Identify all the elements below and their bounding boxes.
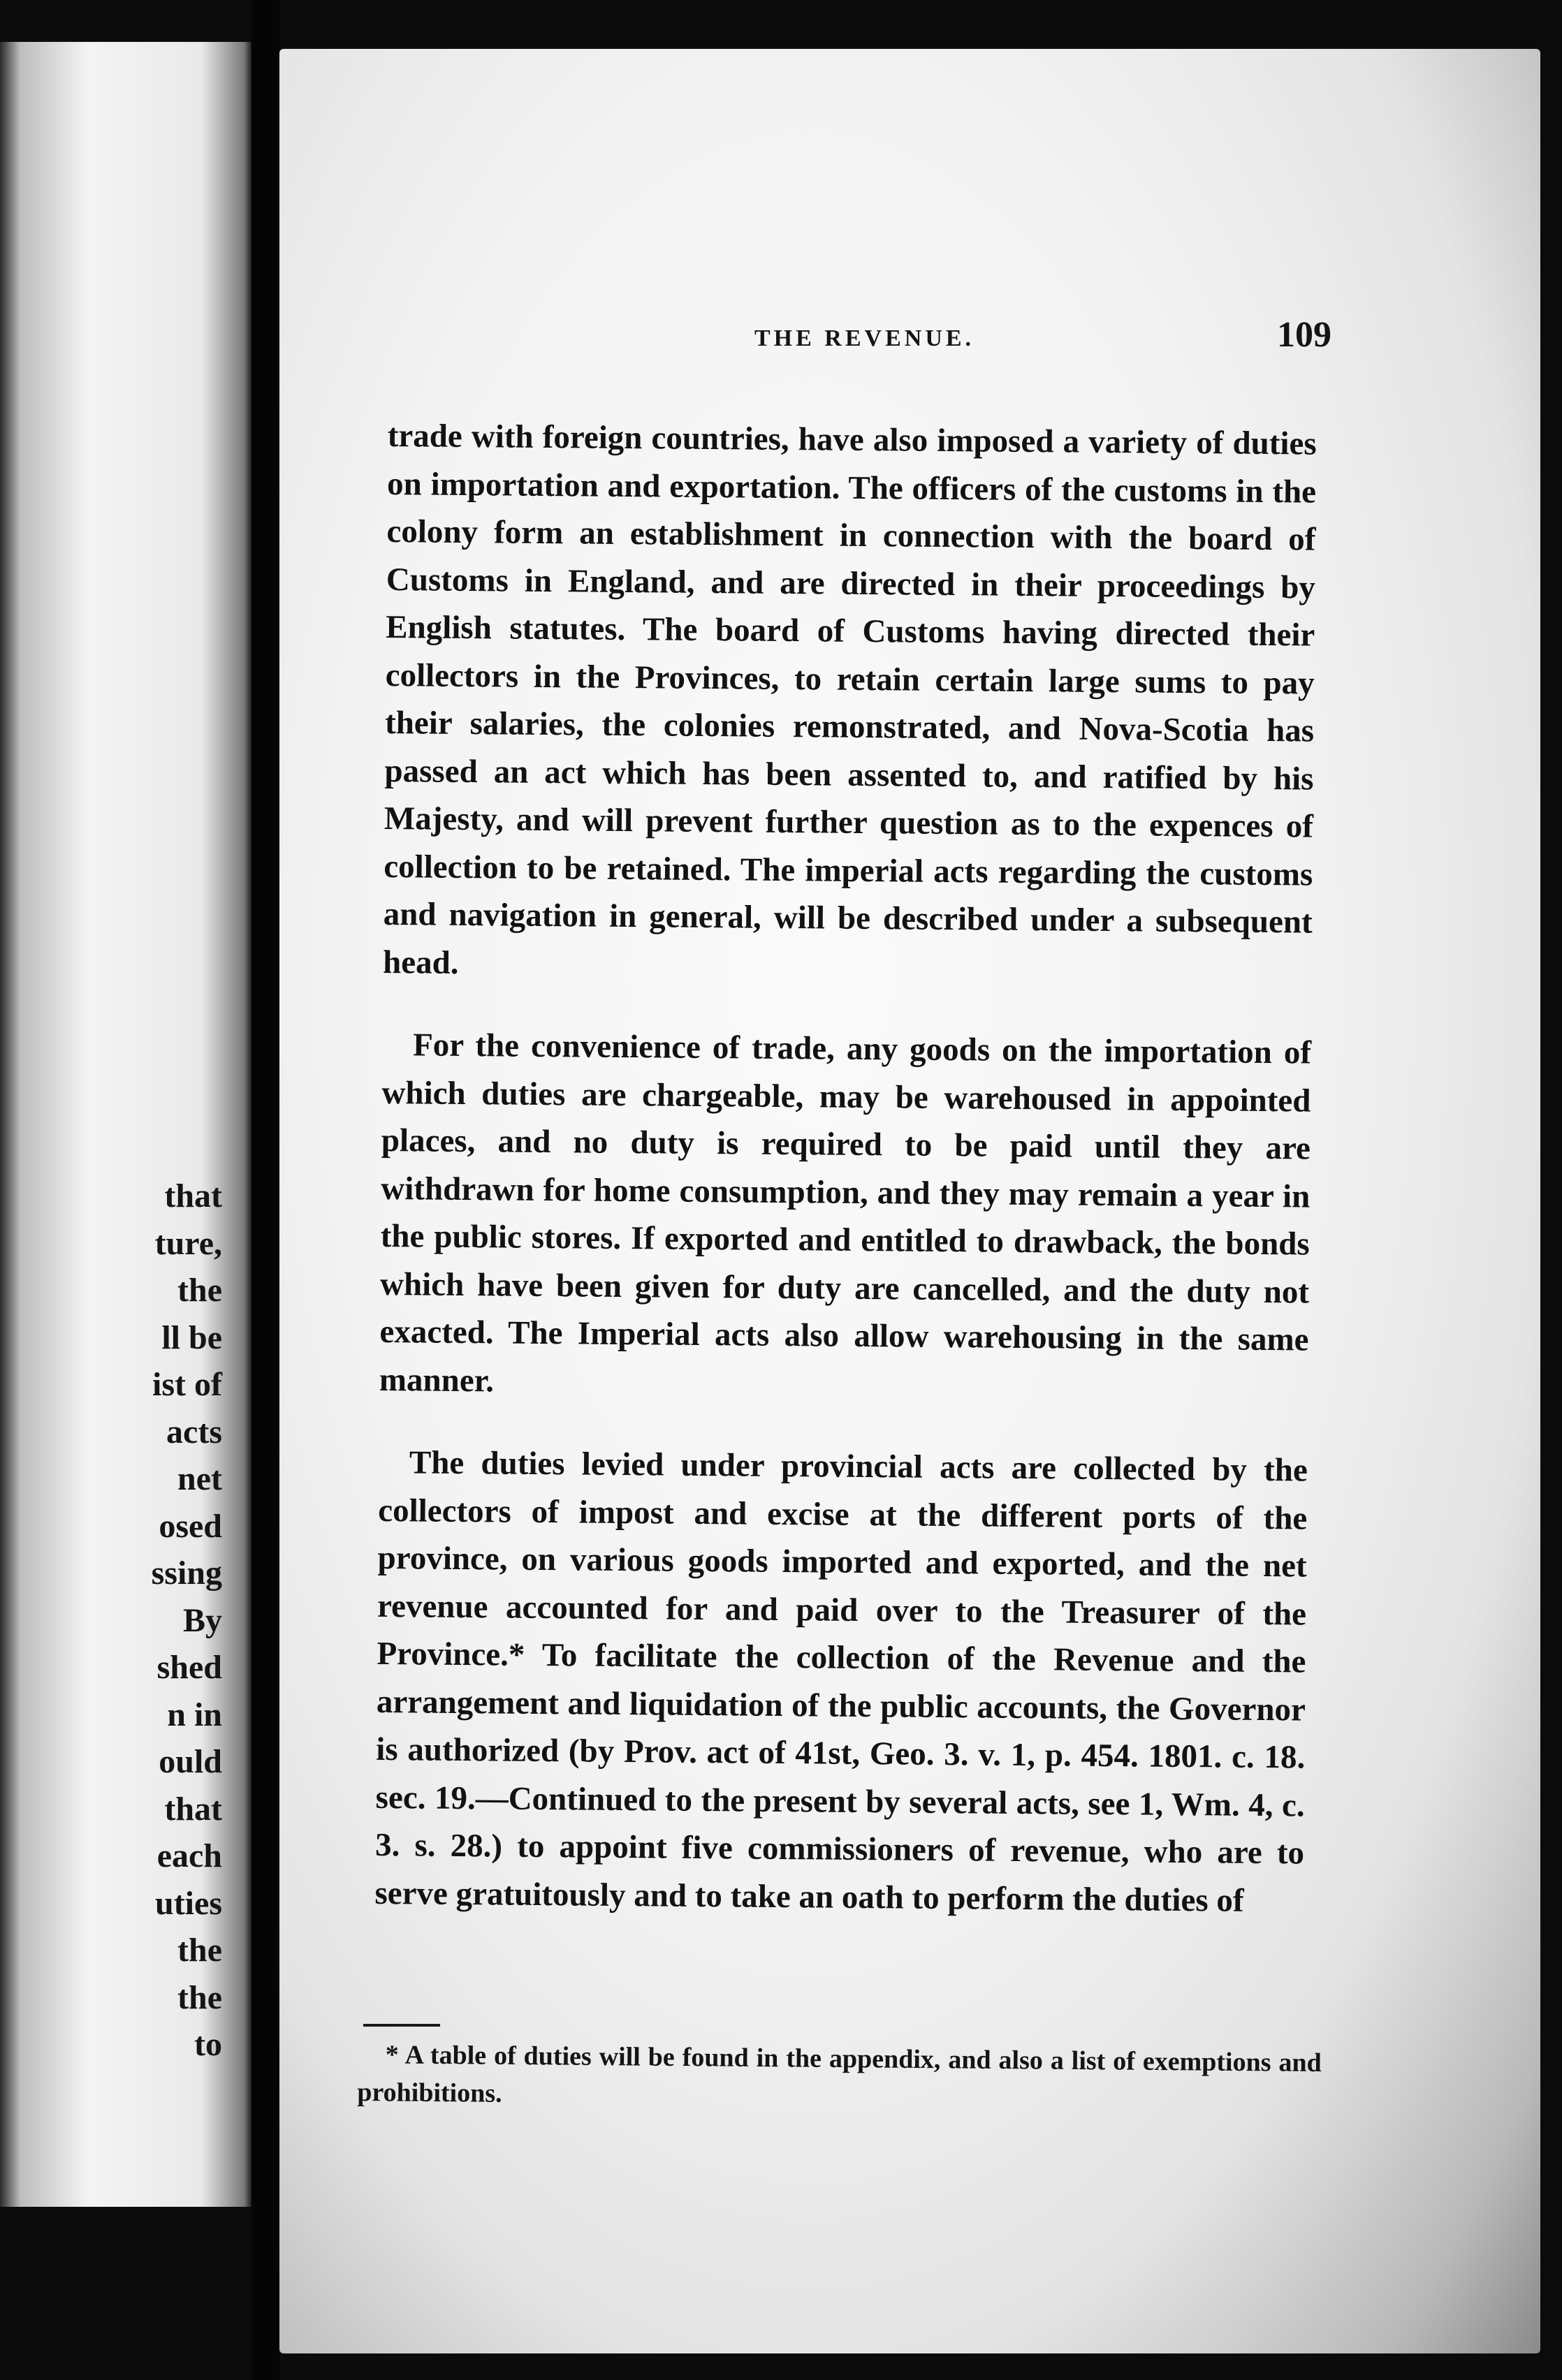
prev-page-fragment: uties [155,1885,222,1922]
book-page [279,49,1540,2353]
prev-page-fragment: ist of [152,1366,222,1403]
prev-page-fragment: that [164,1791,222,1828]
prev-page-fragment: n in [167,1696,222,1733]
running-head: THE REVENUE. [754,325,975,351]
body-text [374,412,1317,1925]
paragraph: trade with foreign countries, have also imposed a variety of duties on importation and exportation. The officers of the customs in the colony form an establishment in connection with the board of Customs in England, and are directed in their proceedings by English statutes. The board of Customs having directed their collectors in the Provinces, to retain certain large sums to pay their salaries, the colonies remonstrated, and Nova-Scotia has passed an act which has been assented to, and ratified by his Majesty, and will prevent further question as to the expences of collection to be retained. The imperial acts regarding the customs and navigation in general, will be described under a subsequent head. [382,417,1317,981]
page-number: 109 [1277,315,1331,355]
footnote-text: * A table of duties will be found in the appendix, and also a list of exemptions and prohibitions. [357,2040,1322,2108]
prev-page-fragment: ture, [154,1225,222,1262]
prev-page-fragment: ould [159,1743,222,1780]
prev-page-fragment: the [177,1979,222,2016]
prev-page-fragment: ssing [151,1555,222,1592]
footnote-rule [363,2024,440,2027]
footnote [357,2036,1322,2120]
prev-page-fragment: to [194,2026,222,2063]
book-gutter [251,0,279,2380]
previous-page-edge [0,42,251,2207]
prev-page-fragment: ll be [161,1319,222,1356]
prev-page-fragment: shed [156,1649,222,1686]
paragraph: The duties levied under provincial acts are collected by the collectors of impost and excise at the different ports of the province, on various goods imported and exported, and the net revenue accounted for and paid over to the Treasurer of the Province.* To facilitate the collection of the Revenue and the arrangement and liquidation of the public accounts, the Governor is authorized (by Prov. act of 41st, Geo. 3. v. 1, p. 454. 1801. c. 18. sec. 19.—Continued to the present by several acts, see 1, Wm. 4, c. 3. s. 28.) to appoint five commissioners of revenue, who are to serve gratuitously and to take an oath to perform the duties of [374,1444,1308,1919]
prev-page-fragment: the [177,1272,222,1309]
prev-page-fragment: the [177,1932,222,1969]
prev-page-fragment: acts [166,1413,222,1450]
prev-page-fragment: that [164,1177,222,1214]
prev-page-fragment: osed [159,1508,222,1545]
prev-page-fragment: By [182,1602,222,1639]
prev-page-fragment: each [156,1837,222,1874]
prev-page-fragment: net [177,1460,222,1497]
paragraph: For the convenience of trade, any goods on the importation of which duties are chargeable, may be warehoused in appointed places, and no duty is required to be paid until they are withdrawn for home consumption, and they may remain a year in the public stores. If exported and entitled to drawback, the bonds which have been given for duty are cancelled, and the duty not exacted. The Imperial acts also allow warehousing in the same manner. [379,1027,1312,1399]
